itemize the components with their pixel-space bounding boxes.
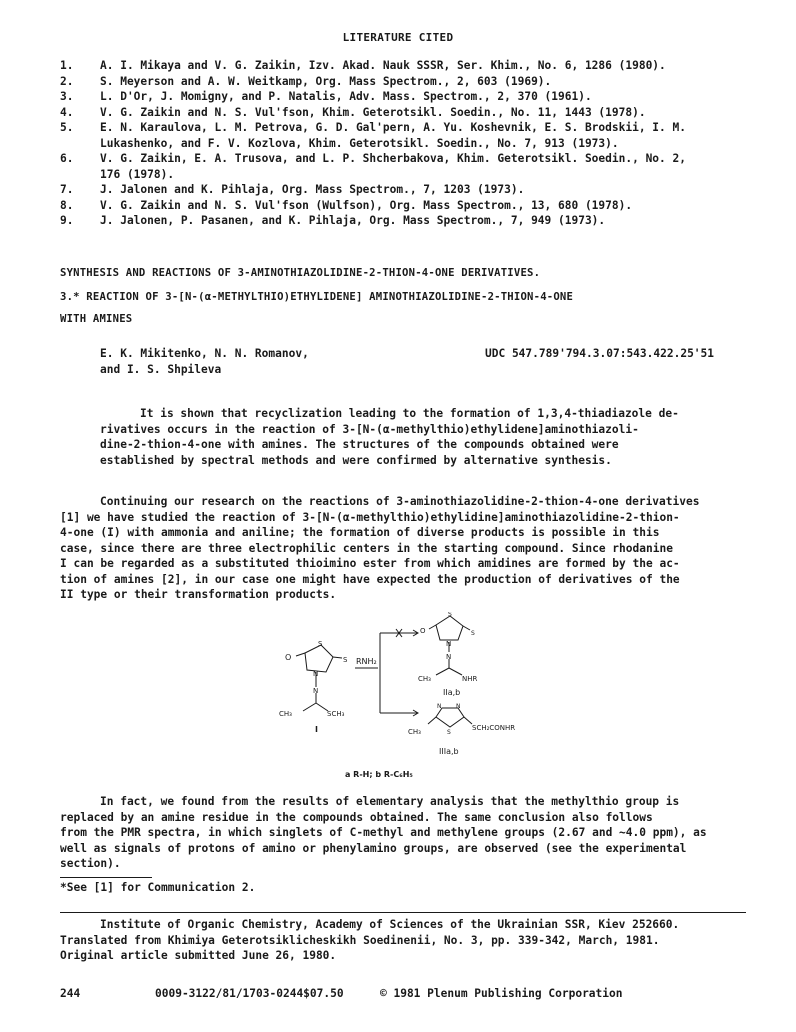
footnote-divider [60, 877, 152, 878]
literature-cited-heading: LITERATURE CITED [342, 31, 454, 44]
udc-code: UDC 547.789'794.3.07:543.422.25'51 [485, 347, 715, 360]
institution-line: Translated from Khimiya Geterotsiklicheskikh Soedinenii, No. 3, pp. 339-342, March, 1981. [60, 933, 660, 947]
reference-item [60, 105, 760, 121]
abstract-line: established by spectral methods and were confirmed by alternative synthesis. [100, 453, 612, 467]
abstract-line: rivatives occurs in the reaction of 3-[N-(α-methylthio)ethylidene]aminothiazoli- [100, 422, 639, 436]
institution-line: Institute of Organic Chemistry, Academy of Sciences of the Ukrainian SSR, Kiev 252660. [100, 918, 680, 931]
paragraph-line: Continuing our research on the reactions of 3-aminothiazolidine-2-thion-4-one derivatives [100, 495, 700, 508]
svg-text:N: N [313, 670, 319, 678]
reference-line: 176 (1978). [100, 167, 175, 181]
institution-divider [60, 912, 746, 913]
paragraph-line: II type or their transformation products. [60, 588, 337, 601]
svg-text:N: N [456, 703, 461, 710]
svg-text:N: N [446, 640, 452, 648]
reference-line: Lukashenko, and F. V. Kozlova, Khim. Geterotsikl. Soedin., No. 7, 913 (1973). [100, 136, 619, 150]
paragraph-line: replaced by an amine residue in the compounds obtained. The same conclusion also follows [60, 810, 653, 824]
reference-text: A. I. Mikaya and V. G. Zaikin, Izv. Akad. Nauk SSSR, Ser. Khim., No. 6, 1286 (1980). [100, 59, 666, 72]
reference-item [60, 120, 760, 151]
svg-text:O: O [420, 627, 426, 635]
compound-III-structure [428, 708, 472, 727]
reaction-scheme [260, 612, 580, 787]
reference-item [60, 213, 760, 229]
svg-text:O: O [285, 653, 292, 662]
reference-number: 3. [60, 90, 74, 103]
paragraph-line: section). [60, 857, 121, 870]
page-footer [60, 986, 760, 1004]
reference-text: V. G. Zaikin and N. S. Vul'fson, Khim. Geterotsikl. Soedin., No. 11, 1443 (1978). [100, 105, 646, 119]
svg-text:CH₃: CH₃ [418, 675, 431, 683]
svg-text:S: S [318, 640, 323, 648]
svg-text:CH₃: CH₃ [408, 728, 421, 736]
reference-text: V. G. Zaikin and N. S. Vul'fson (Wulfson), Org. Mass Spectrom., 13, 680 (1978). [100, 198, 633, 212]
reference-number: 8. [60, 198, 74, 212]
paragraph-line: from the PMR spectra, in which singlets of C-methyl and methylene groups (2.67 and ~4.0 ppm), as [60, 826, 707, 839]
reference-text: J. Jalonen and K. Pihlaja, Org. Mass Spectrom., 7, 1203 (1973). [100, 183, 525, 196]
label-compound-I: I [315, 725, 318, 734]
reference-number: 9. [60, 214, 74, 227]
reference-line: V. G. Zaikin, E. A. Trusova, and L. P. Shcherbakova, Khim. Geterotsikl. Soedin., No. 2, [100, 152, 686, 165]
reference-text: S. Meyerson and A. W. Weitkamp, Org. Mass Spectrom., 2, 603 (1969). [100, 74, 552, 88]
svg-text:S: S [448, 612, 452, 618]
reference-item [60, 58, 760, 74]
label-compound-II: IIa,b [443, 688, 461, 697]
reference-text: L. D'Or, J. Momigny, and P. Natalis, Adv. Mass. Spectrom., 2, 370 (1961). [100, 90, 592, 103]
substituent-sch3: SCH₃ [327, 710, 345, 718]
compound-I-structure [296, 645, 342, 711]
paragraph-line: [1] we have studied the reaction of 3-[N-(α-methylthio)ethylidine]aminothiazolidine-2-thion- [60, 510, 680, 524]
substituent-sch2conhr: SCH₂CONHR [472, 724, 516, 732]
reference-line: E. N. Karaulova, L. M. Petrova, G. D. Gal'pern, A. Yu. Koshevnik, E. S. Brodskii, I. M. [100, 121, 686, 134]
institution-line: Original article submitted June 26, 1980. [60, 949, 337, 962]
scheme-caption: a R-H; b R-C₆H₅ [345, 770, 413, 779]
reference-text: J. Jalonen, P. Pasanen, and K. Pihlaja, Org. Mass Spectrom., 7, 949 (1973). [100, 214, 606, 227]
footnote: *See [1] for Communication 2. [60, 881, 256, 894]
svg-text:CH₃: CH₃ [279, 710, 292, 718]
label-compound-III: IIIa,b [439, 747, 459, 756]
substituent-nhr: NHR [462, 675, 478, 683]
series-title: SYNTHESIS AND REACTIONS OF 3-AMINOTHIAZOLIDINE-2-THION-4-ONE DERIVATIVES. [60, 267, 541, 279]
reference-number: 4. [60, 105, 74, 119]
intro-paragraph [60, 494, 760, 603]
article-title-line2: WITH AMINES [60, 313, 133, 325]
reagent-label: RNH₂ [356, 657, 377, 666]
reference-list [60, 58, 760, 229]
copyright-notice: © 1981 Plenum Publishing Corporation [380, 987, 623, 1000]
reference-number: 2. [60, 74, 74, 88]
svg-text:S: S [343, 656, 348, 664]
article-title-line1: 3.* REACTION OF 3-[N-(α-METHYLTHIO)ETHYLIDENE] AMINOTHIAZOLIDINE-2-THION-4-ONE [60, 291, 574, 303]
svg-text:S: S [447, 729, 451, 736]
reference-text [100, 151, 760, 182]
paragraph-line: tion of amines [2], in our case one might have expected the production of derivatives of the [60, 572, 680, 586]
svg-text:N: N [437, 703, 442, 710]
paragraph-line: 4-one (I) with ammonia and aniline; the formation of diverse products is possible in this [60, 526, 660, 539]
author-line: E. K. Mikitenko, N. N. Romanov, [100, 347, 309, 360]
paragraph-line: I can be regarded as a substituted thioimino ester from which amidines are formed by the ac- [60, 557, 680, 570]
svg-text:N: N [313, 687, 319, 695]
reference-item [60, 198, 760, 214]
abstract-line: dine-2-thion-4-one with amines. The structures of the compounds obtained were [100, 438, 619, 451]
reference-item [60, 151, 760, 182]
svg-text:S: S [471, 630, 475, 637]
paragraph-line: In fact, we found from the results of elementary analysis that the methylthio group is [100, 795, 680, 808]
reference-number: 6. [60, 152, 74, 165]
reference-item [60, 74, 760, 90]
author-list [100, 346, 400, 377]
abstract-line: It is shown that recyclization leading to the formation of 1,3,4-thiadiazole de- [140, 407, 679, 420]
page-number: 244 [60, 987, 81, 1000]
reference-number: 5. [60, 121, 74, 134]
institution-note [60, 917, 760, 964]
reaction-arrows [355, 629, 418, 716]
paragraph-line: well as signals of protons of amino or phenylamino groups, are observed (see the experimental [60, 841, 687, 855]
svg-text:N: N [446, 653, 452, 661]
reference-number: 1. [60, 59, 74, 72]
author-line: and I. S. Shpileva [100, 362, 222, 376]
paragraph-line: case, since there are three electrophilic centers in the starting compound. Since rhodanine [60, 541, 673, 555]
results-paragraph [60, 794, 760, 872]
journal-code: 0009-3122/81/1703-0244$07.50 [155, 987, 344, 1000]
reference-item [60, 89, 760, 105]
reference-item [60, 182, 760, 198]
abstract [100, 406, 700, 468]
reference-text [100, 120, 760, 151]
reference-number: 7. [60, 183, 74, 196]
